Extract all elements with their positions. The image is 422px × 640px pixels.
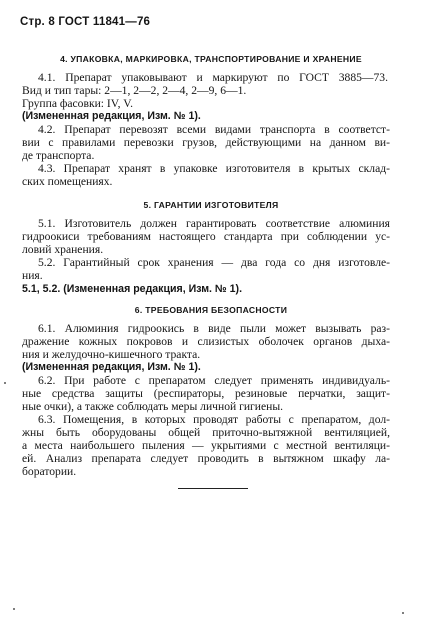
scan-speck [402,612,404,614]
end-rule [178,488,248,489]
paragraph-line: ских помещениях. [22,175,113,188]
paragraph-line: Вид и тип тары: 2—1, 2—2, 2—4, 2—9, 6—1. [22,84,247,97]
paragraph-line: 4.1. Препарат упаковывают и маркируют по ГОСТ 3885—73. [38,71,388,84]
paragraph-line: ные средства защиты (респираторы, резиновые перчатки, защит- [22,387,390,400]
paragraph-line: 5.2. Гарантийный срок хранения — два года со дня изготовле- [38,256,390,269]
paragraph-line: 4.3. Препарат хранят в упаковке изготовителя в крытых склад- [38,162,390,175]
amendment-note: (Измененная редакция, Изм. № 1). [22,361,201,373]
page-header: Стр. 8 ГОСТ 11841—76 [20,16,151,28]
paragraph-line: ей. Анализ препарата следует проводить в вытяжном шкафу ла- [22,452,390,465]
paragraph-line: вии с правилами перевозки грузов, действующими на данном ви- [22,136,390,149]
paragraph-line: а места наибольшего пыления — укрытиями с местной вентиляци- [22,439,390,452]
paragraph-line: дражение кожных покровов и слизистых оболочек органов дыха- [22,335,390,348]
section-title-6: 6. ТРЕБОВАНИЯ БЕЗОПАСНОСТИ [134,305,288,315]
paragraph-line: 4.2. Препарат перевозят всеми видами транспорта в соответст- [38,123,390,136]
paragraph-line: ния и желудочно-кишечного тракта. [22,348,201,361]
paragraph-line: 5.1. Изготовитель должен гарантировать соответствие алюминия [38,217,390,230]
scan-speck [4,382,6,384]
paragraph-line: Группа фасовки: IV, V. [22,97,133,110]
paragraph-line: 6.2. При работе с препаратом следует применять индивидуаль- [38,374,390,387]
paragraph-line: де транспорта. [22,149,95,162]
paragraph-line: ные очки), а также соблюдать меры личной гигиены. [22,400,284,413]
paragraph-line: ловий хранения. [22,243,104,256]
paragraph-line: жны быть оборудованы общей приточно-вытяжной вентиляцией, [22,426,390,439]
amendment-note: (Измененная редакция, Изм. № 1). [22,110,201,122]
section-title-5: 5. ГАРАНТИИ ИЗГОТОВИТЕЛЯ [143,200,279,210]
paragraph-line: 6.1. Алюминия гидроокись в виде пыли может вызывать раз- [38,322,390,335]
section-title-4: 4. УПАКОВКА, МАРКИРОВКА, ТРАНСПОРТИРОВАНИЕ И ХРАНЕНИЕ [60,54,362,64]
paragraph-line: 6.3. Помещения, в которых проводят работы с препаратом, дол- [38,413,390,426]
paragraph-line: гидроокиси требованиям настоящего стандарта при соблюдении ус- [22,230,390,243]
paragraph-line: ния. [22,269,43,282]
scan-speck [13,608,15,610]
paragraph-line: боратории. [22,465,77,478]
amendment-note: 5.1, 5.2. (Измененная редакция, Изм. № 1). [22,283,243,295]
